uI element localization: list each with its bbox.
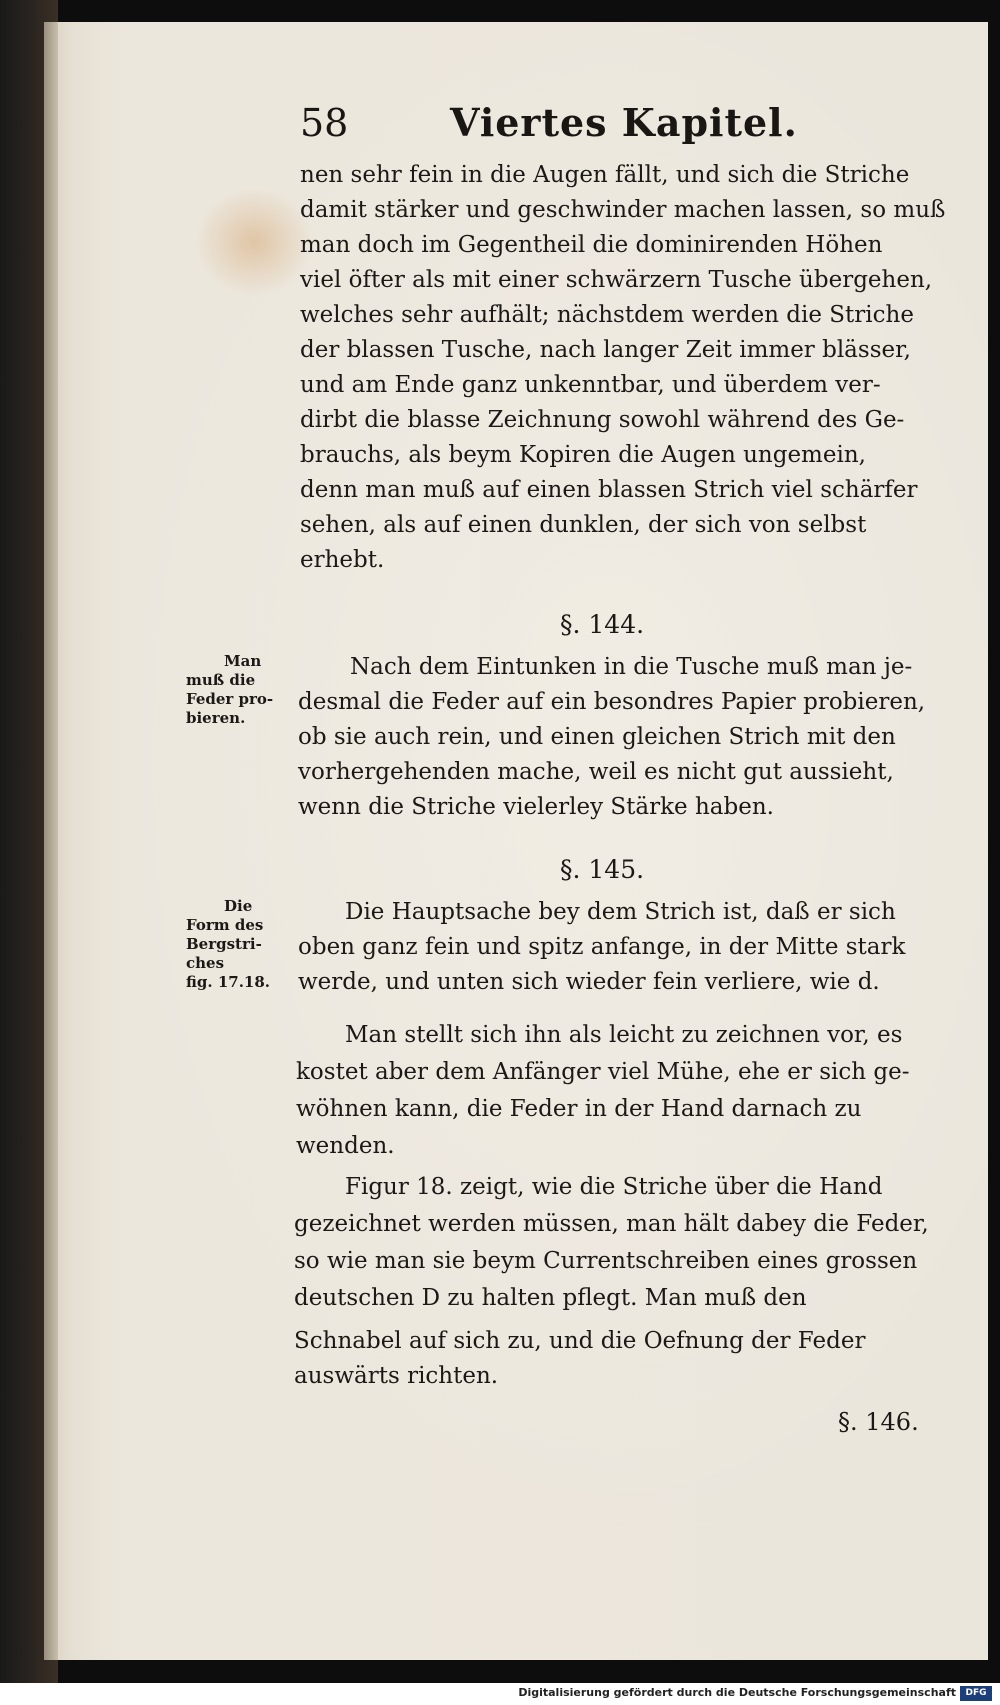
text-line: Nach dem Eintunken in die Tusche muß man je- (350, 654, 913, 680)
text-line: sehen, als auf einen dunklen, der sich von selbst (300, 512, 867, 538)
text-line: dirbt die blasse Zeichnung sowohl während des Ge- (300, 407, 905, 433)
marginal-line: ches (186, 954, 225, 972)
marginal-line: fig. 17.18. (186, 973, 271, 991)
text-line: erhebt. (300, 547, 385, 573)
text-line: Man stellt sich ihn als leicht zu zeichnen vor, es (345, 1022, 903, 1048)
funding-credit: Digitalisierung gefördert durch die Deutsche Forschungsgemeinschaft (518, 1686, 956, 1699)
text-line: deutschen D zu halten pflegt. Man muß den (294, 1285, 807, 1311)
catchword: §. 146. (838, 1408, 919, 1436)
text-line: ob sie auch rein, und einen gleichen Strich mit den (298, 724, 896, 750)
text-line: brauchs, als beym Kopiren die Augen ungemein, (300, 442, 866, 468)
text-line: gezeichnet werden müssen, man hält dabey die Feder, (294, 1211, 929, 1237)
text-line: welches sehr aufhält; nächstdem werden die Striche (300, 302, 914, 328)
text-line: nen sehr fein in die Augen fällt, und sich die Striche (300, 162, 910, 188)
marginal-line: Feder pro- (186, 690, 274, 708)
marginal-line: bieren. (186, 709, 246, 727)
marginal-note-144 (186, 652, 273, 728)
chapter-title: Viertes Kapitel. (450, 100, 798, 145)
dfg-logo: DFG (960, 1686, 992, 1701)
section-heading-145: §. 145. (560, 855, 645, 884)
marginal-line: Bergstri- (186, 935, 262, 953)
marginal-note-145 (186, 897, 270, 992)
text-line: oben ganz fein und spitz anfange, in der Mitte stark (298, 934, 906, 960)
page-number: 58 (300, 101, 349, 145)
text-line: wöhnen kann, die Feder in der Hand darnach zu (296, 1096, 862, 1122)
text-line: wenn die Striche vielerley Stärke haben. (298, 794, 774, 820)
text-line: auswärts richten. (294, 1363, 499, 1389)
marginal-line: Form des (186, 916, 264, 934)
text-line: so wie man sie beym Currentschreiben eines grossen (294, 1248, 918, 1274)
text-line: Figur 18. zeigt, wie die Striche über die Hand (345, 1174, 883, 1200)
page-gutter-edge (44, 22, 58, 1660)
text-line: und am Ende ganz unkenntbar, und überdem ver- (300, 372, 881, 398)
text-line: vorhergehenden mache, weil es nicht gut aussieht, (298, 759, 894, 785)
text-line: desmal die Feder auf ein besondres Papier probieren, (298, 689, 926, 715)
marginal-line: Man (224, 652, 262, 670)
text-line: wenden. (296, 1133, 395, 1159)
text-line: Schnabel auf sich zu, und die Oefnung der Feder (294, 1328, 866, 1354)
text-line: damit stärker und geschwinder machen lassen, so muß (300, 197, 946, 223)
marginal-line: muß die (186, 671, 256, 689)
text-line: viel öfter als mit einer schwärzern Tusche übergehen, (300, 267, 933, 293)
marginal-line: Die (224, 897, 253, 915)
text-line: kostet aber dem Anfänger viel Mühe, ehe er sich ge- (296, 1059, 910, 1085)
text-line: man doch im Gegentheil die dominirenden Höhen (300, 232, 883, 258)
text-line: der blassen Tusche, nach langer Zeit immer blässer, (300, 337, 911, 363)
text-line: werde, und unten sich wieder fein verliere, wie d. (298, 969, 880, 995)
text-line: Die Hauptsache bey dem Strich ist, daß er sich (345, 899, 896, 925)
text-line: denn man muß auf einen blassen Strich viel schärfer (300, 477, 918, 503)
running-header (300, 100, 798, 145)
section-heading-144: §. 144. (560, 610, 645, 639)
